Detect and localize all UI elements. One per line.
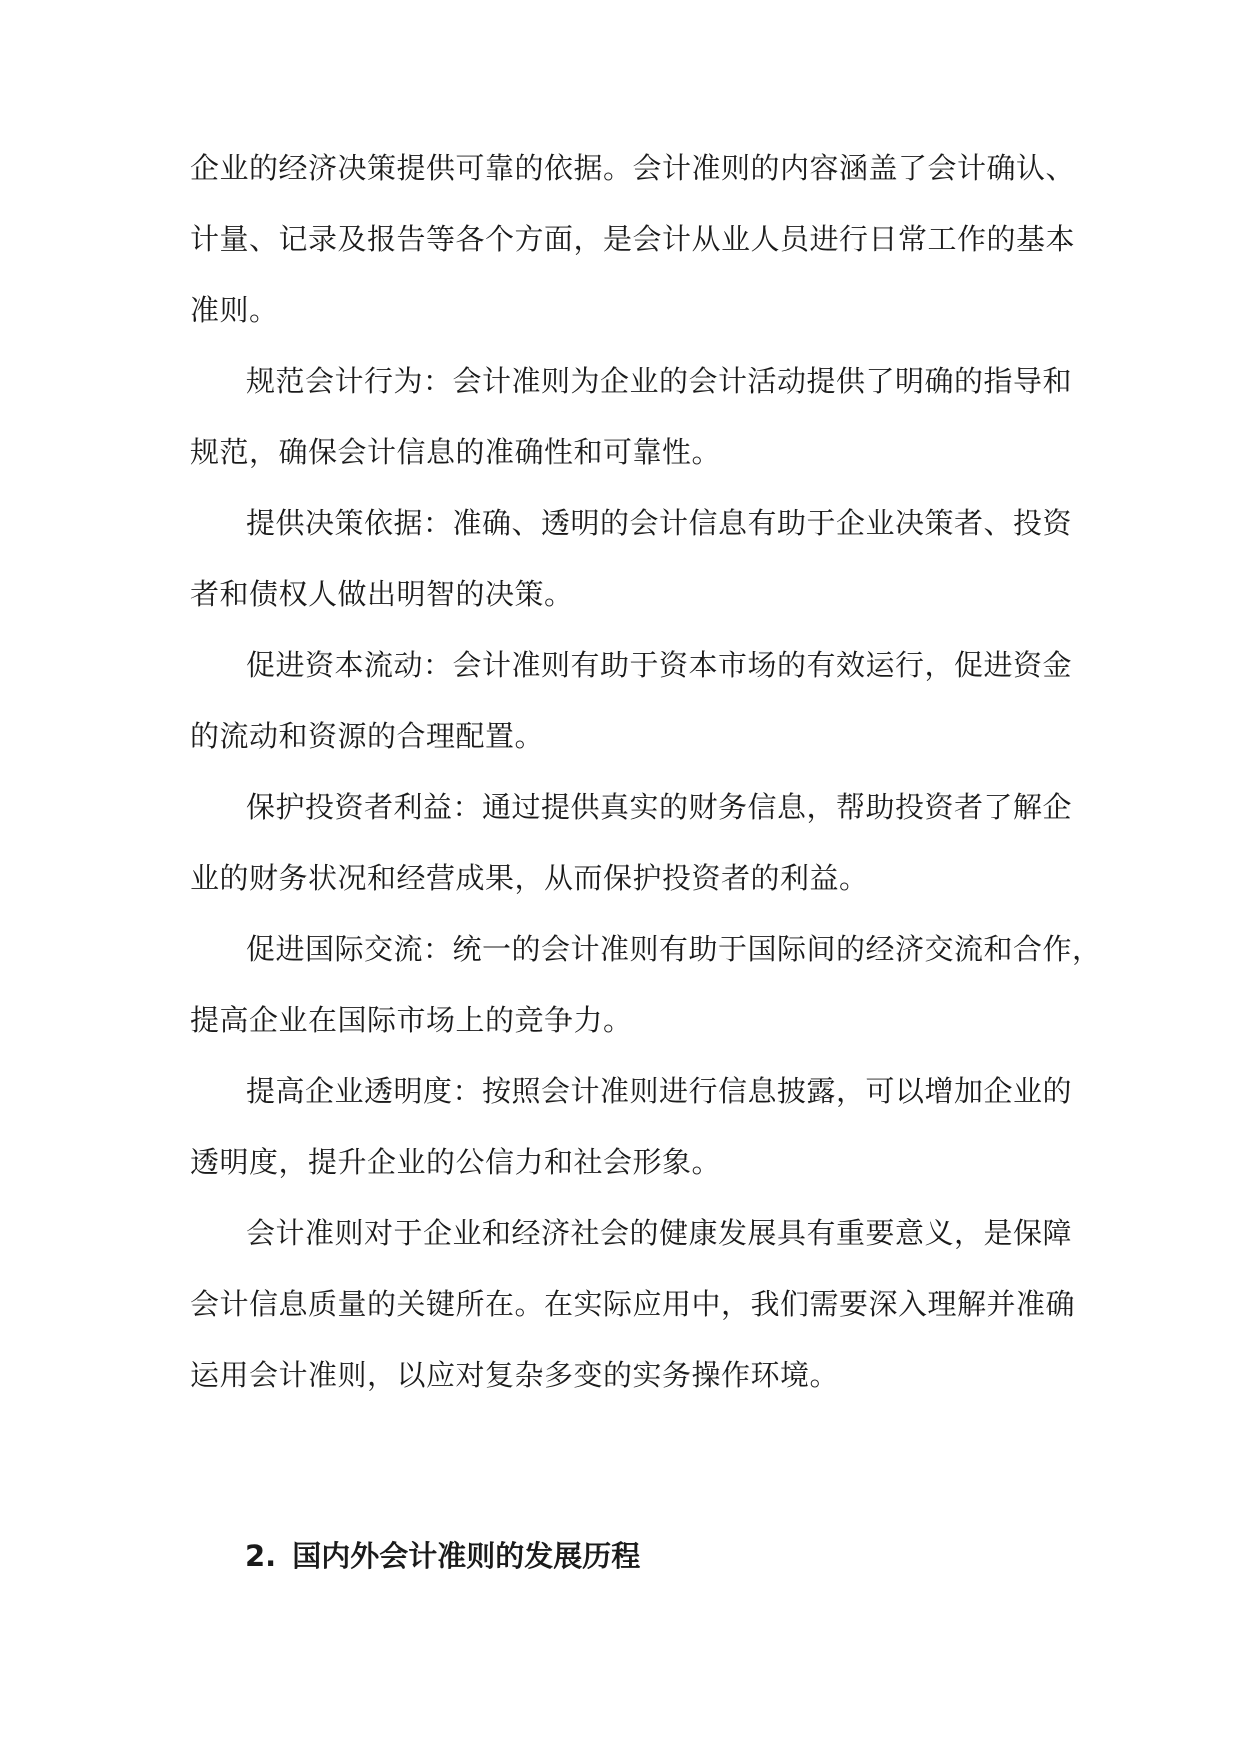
text-line: 企业的经济决策提供可靠的依据。会计准则的内容涵盖了会计确认、 [190, 151, 1076, 185]
text-line: 会计信息质量的关键所在。在实际应用中，我们需要深入理解并准确 [190, 1287, 1076, 1321]
text-line: 提供决策依据：准确、透明的会计信息有助于企业决策者、投资 [246, 506, 1073, 540]
text-line: 会计准则对于企业和经济社会的健康发展具有重要意义，是保障 [246, 1216, 1073, 1250]
section-title: 国内外会计准则的发展历程 [292, 1539, 641, 1573]
text-line: 促进资本流动：会计准则有助于资本市场的有效运行，促进资金 [246, 648, 1073, 682]
text-line: 运用会计准则，以应对复杂多变的实务操作环境。 [190, 1358, 840, 1392]
text-line: 计量、记录及报告等各个方面，是会计从业人员进行日常工作的基本 [190, 222, 1076, 256]
section-number: 2. [245, 1539, 277, 1573]
text-line: 规范会计行为：会计准则为企业的会计活动提供了明确的指导和 [246, 364, 1073, 398]
text-line: 的流动和资源的合理配置。 [190, 719, 545, 753]
section-heading [245, 1538, 640, 1574]
text-line: 促进国际交流：统一的会计准则有助于国际间的经济交流和合作， [246, 932, 1102, 966]
text-line: 保护投资者利益：通过提供真实的财务信息，帮助投资者了解企 [246, 790, 1073, 824]
text-line: 业的财务状况和经营成果，从而保护投资者的利益。 [190, 861, 869, 895]
text-line: 者和债权人做出明智的决策。 [190, 577, 574, 611]
text-line: 提高企业透明度：按照会计准则进行信息披露，可以增加企业的 [246, 1074, 1073, 1108]
text-line: 规范，确保会计信息的准确性和可靠性。 [190, 435, 722, 469]
text-line: 提高企业在国际市场上的竞争力。 [190, 1003, 633, 1037]
text-line: 透明度，提升企业的公信力和社会形象。 [190, 1145, 722, 1179]
text-line: 准则。 [190, 293, 279, 327]
